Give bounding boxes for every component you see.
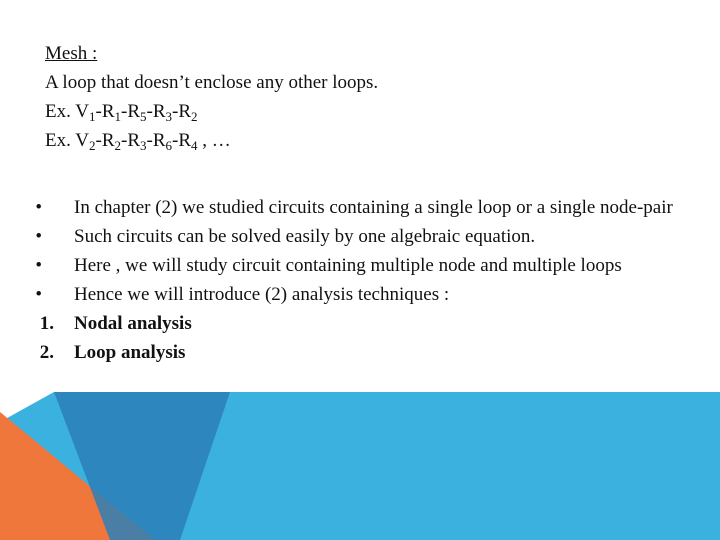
mesh-definition-block (45, 39, 378, 155)
number-marker: 2. (39, 342, 54, 363)
numbered-item (30, 338, 680, 367)
list-item-text: In chapter (2) we studied circuits containing a single loop or a single node-pair (74, 197, 673, 218)
list-item (30, 222, 680, 251)
term: $-R_2$ (172, 101, 198, 124)
example-suffix: , … (197, 130, 231, 151)
list-item-text: Hence we will introduce (2) analysis techniques : (74, 284, 450, 305)
term: $-R_3$ (146, 101, 172, 124)
term: $-R_3$ (121, 130, 147, 153)
term: $-R_1$ (95, 101, 121, 124)
list-item (30, 251, 680, 280)
term: $-R_5$ (121, 101, 147, 124)
numbered-item (30, 309, 680, 338)
term: $V_2$ (75, 130, 96, 153)
term: $-R_2$ (95, 130, 121, 153)
mesh-example-1 (45, 97, 378, 126)
term: $-R_6$ (146, 130, 172, 153)
bullet-marker: • (35, 284, 42, 305)
bullet-marker: • (35, 255, 42, 276)
list-item-text: Here , we will study circuit containing multiple node and multiple loops (74, 255, 622, 276)
mesh-example-2 (45, 126, 378, 155)
number-marker: 1. (39, 313, 54, 334)
bullet-marker: • (35, 197, 42, 218)
example-1-expression (75, 101, 197, 122)
mesh-heading: Mesh : (45, 43, 98, 64)
mesh-definition: A loop that doesn’t enclose any other loops. (45, 72, 379, 93)
term: $-R_4$ (172, 130, 198, 153)
example-prefix: Ex. (45, 130, 76, 151)
list-item (30, 193, 680, 222)
numbered-item-text: Nodal analysis (74, 313, 192, 334)
list-item (30, 280, 680, 309)
example-2-expression (75, 130, 197, 151)
bullet-list (30, 193, 680, 367)
bullet-marker: • (35, 226, 42, 247)
numbered-item-text: Loop analysis (74, 342, 186, 363)
term: $V_1$ (75, 101, 96, 124)
list-item-text: Such circuits can be solved easily by one algebraic equation. (74, 226, 536, 247)
example-prefix: Ex. (45, 101, 76, 122)
